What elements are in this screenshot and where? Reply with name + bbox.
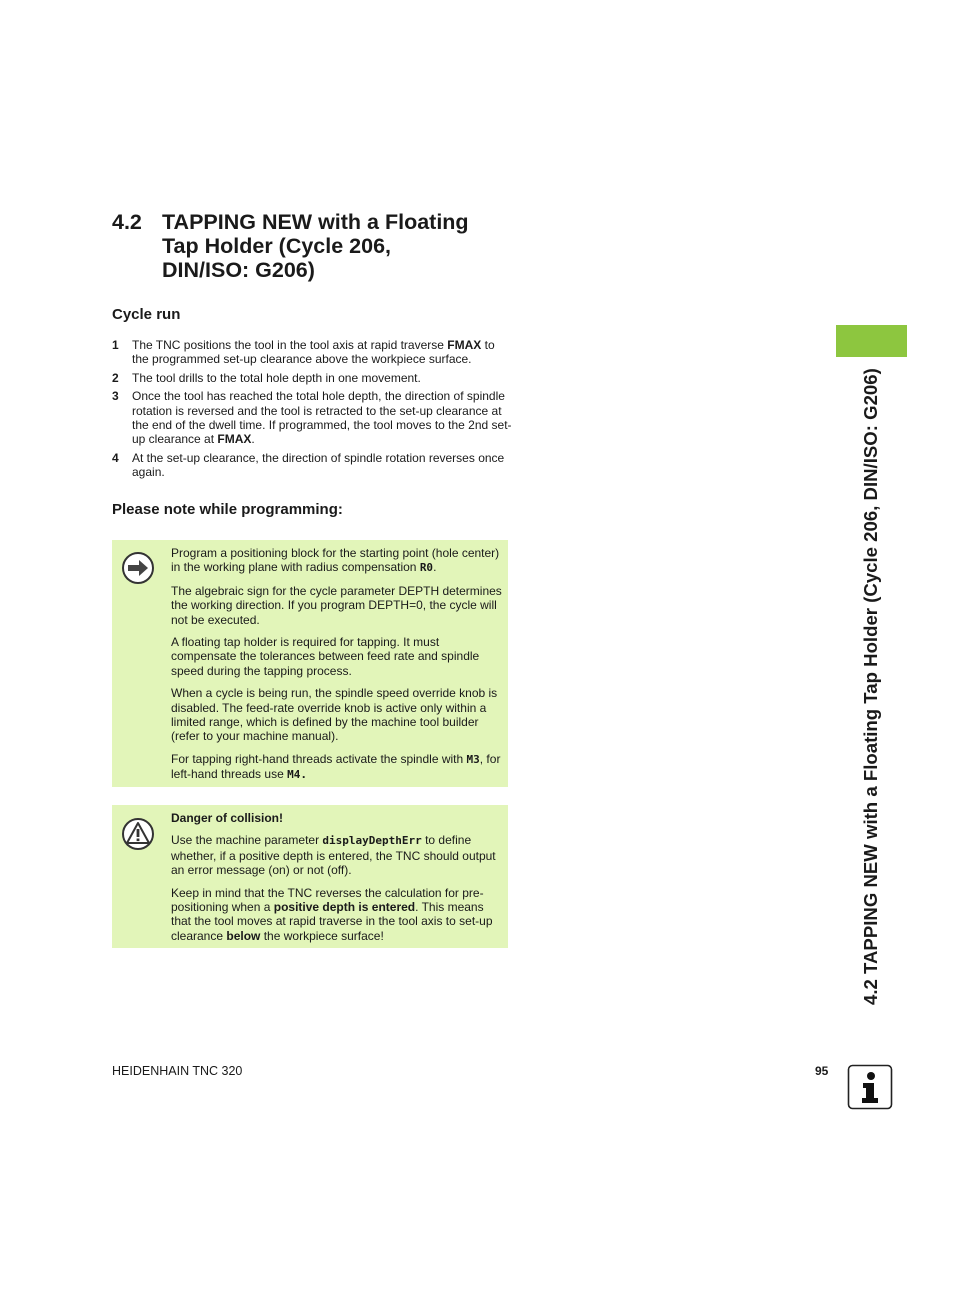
programming-note-box — [112, 540, 508, 787]
notes-heading: Please note while programming: — [112, 501, 343, 518]
step-item — [112, 371, 512, 385]
step-number: 4 — [112, 450, 119, 465]
title-line-2: Tap Holder (Cycle 206, — [162, 234, 392, 258]
title-line-3: DIN/ISO: G206) — [162, 258, 315, 282]
title-line-1: TAPPING NEW with a Floating — [162, 210, 469, 234]
step-bold: FMAX — [447, 338, 482, 352]
step-bold: FMAX — [217, 432, 252, 447]
step-item — [112, 338, 512, 367]
cycle-run-heading: Cycle run — [112, 306, 181, 323]
step-number: 2 — [112, 370, 119, 385]
cycle-run-steps — [112, 338, 512, 484]
step-text: Once the tool has reached the total hole depth, the direction of spindle rotation is reversed and the tool is retracted to the set-up clearance at the end of the dwell time. If programmed, the tool moves to the 2nd set-up clearance at — [132, 389, 512, 447]
page-number: 95 — [815, 1064, 829, 1078]
note-paragraph: A floating tap holder is required for tapping. It must compensate the tolerances between feed rate and spindle speed during the tapping process. — [171, 635, 480, 678]
section-number: 4.2 — [112, 210, 142, 234]
section-title — [112, 210, 532, 282]
collision-warning-box — [112, 805, 508, 948]
step-text-end: to the programmed set-up clearance above the workpiece surface. — [132, 338, 495, 367]
warning-title: Danger of collision! — [171, 811, 284, 825]
step-item — [112, 451, 512, 480]
note-paragraph: The algebraic sign for the cycle parameter DEPTH determines the working direction. If you program DEPTH=0, the cycle will not be executed. — [171, 583, 502, 627]
note-paragraph: Keep in mind that the TNC reverses the calculation for pre-positioning when a positive depth is entered. This means that the tool moves at rapid traverse in the tool axis to set-up clearance below the workpiece surface! — [171, 885, 493, 943]
step-item — [112, 389, 512, 447]
step-number: 1 — [112, 338, 119, 352]
note-paragraph: For tapping right-hand threads activate the spindle with M3, for left-hand threads use M4. — [171, 751, 501, 782]
side-running-title: 4.2 TAPPING NEW with a Floating Tap Holder (Cycle 206, DIN/ISO: G206) — [860, 368, 881, 1005]
step-text: At the set-up clearance, the direction of spindle rotation reverses once again. — [132, 450, 505, 480]
note-paragraph: Use the machine parameter displayDepthErr to define whether, if a positive depth is entered, the TNC should output an error message (on) or not (off). — [171, 833, 496, 878]
step-text: The tool drills to the total hole depth in one movement. — [132, 370, 421, 385]
info-icon — [847, 1064, 893, 1110]
note-paragraph: When a cycle is being run, the spindle speed override knob is disabled. The feed-rate override knob is active only within a limited range, which is defined by the machine tool builder (refer to your machine manual). — [171, 686, 498, 744]
arrow-right-icon — [121, 551, 155, 585]
note-paragraph: Program a positioning block for the starting point (hole center) in the working plane with radius compensation R0. — [171, 546, 500, 575]
warning-icon — [121, 817, 155, 851]
footer-product: HEIDENHAIN TNC 320 — [112, 1064, 243, 1078]
step-number: 3 — [112, 389, 119, 404]
step-text-end: . — [251, 432, 255, 447]
step-text: The TNC positions the tool in the tool axis at rapid traverse — [132, 338, 448, 352]
